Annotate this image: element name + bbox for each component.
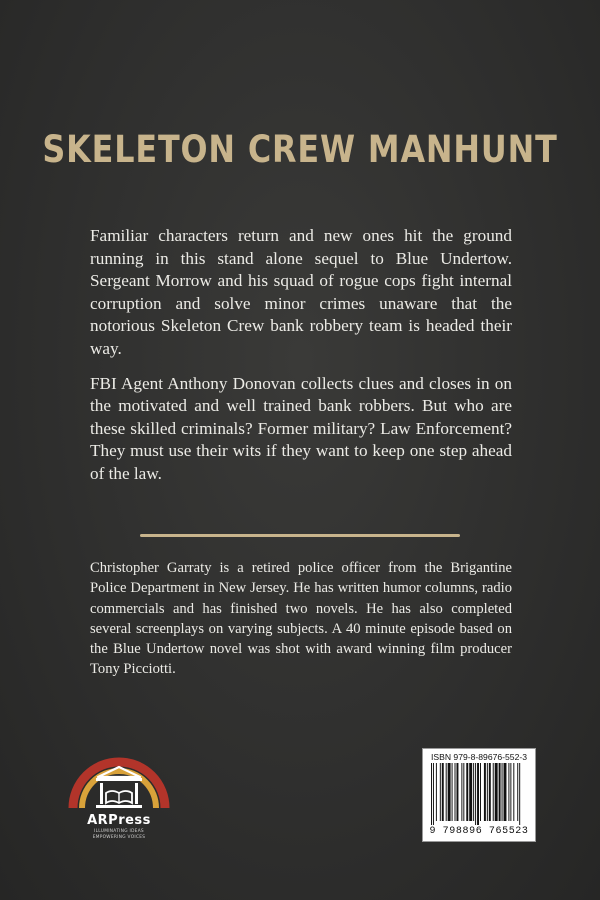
barcode-bar (436, 763, 437, 821)
divider (140, 534, 460, 537)
blurb-paragraph-1: Familiar characters return and new ones hit the ground running in this stand alone sequel to Blue Undertow. Sergeant Morrow and his squad of rogue cops fight internal corruption and solve minor crimes unaware that the notorious Skeleton Crew bank robbery team is headed their way. (90, 226, 512, 358)
barcode-bar (452, 763, 453, 821)
barcode-bar (448, 763, 451, 821)
publisher-name: ARPress (87, 813, 151, 828)
barcode-bar (489, 763, 491, 821)
isbn-label: ISBN 979-8-89676-552-3 (430, 752, 528, 762)
barcode-bar (466, 763, 468, 821)
book-title: SKELETON CREW MANHUNT (42, 128, 558, 171)
ean-digits: 9 798896 765523 (429, 826, 529, 837)
barcode-bar (480, 763, 481, 821)
barcode-bar (504, 763, 507, 821)
barcode-bar (440, 763, 441, 821)
barcode-bar (456, 763, 458, 821)
publisher-logo (64, 744, 174, 844)
blurb (90, 225, 512, 498)
barcode-bar (442, 763, 444, 821)
barcode-bar (433, 763, 434, 825)
barcode-bar (502, 763, 503, 821)
blurb-paragraph-2: FBI Agent Anthony Donovan collects clues and closes in on the motivated and well trained bank robbers. But who are these skilled criminals? Former military? Law Enforcement? They must use their wits if they want to keep one step ahead of the law. (90, 373, 512, 483)
barcode-bar (519, 763, 520, 825)
barcode-bar (446, 763, 447, 821)
barcode-bars (431, 763, 527, 825)
barcode-bar (431, 763, 432, 825)
barcode-bar (513, 763, 514, 821)
barcode-bar (463, 763, 464, 821)
barcode-bar (495, 763, 498, 821)
barcode-bar (499, 763, 501, 821)
barcode-bar (493, 763, 494, 821)
barcode-bar (469, 763, 472, 821)
barcode-bar (455, 763, 456, 821)
publisher-tagline-2: EMPOWERING VOICES (92, 835, 146, 840)
publisher-tagline-1: ILLUMINATING IDEAS (94, 829, 144, 834)
barcode-bar (473, 763, 474, 821)
author-bio: Christopher Garraty is a retired police officer from the Brigantine Police Department in New Jersey. He has written humor columns, radio commercials and has finished two novels. He has also completed several screenplays on varying subjects. A 40 minute episode based on the Blue Undertow novel was shot with award winning film producer Tony Picciotti. (90, 560, 512, 678)
barcode-bar (487, 763, 488, 821)
barcode-bar (508, 763, 509, 821)
barcode-bar (484, 763, 486, 821)
barcode-bar (475, 763, 476, 825)
barcode-bar (510, 763, 511, 821)
barcode-bar (461, 763, 462, 821)
barcode-bar (477, 763, 479, 825)
barcode-bar (517, 763, 518, 821)
isbn-barcode (422, 748, 536, 842)
